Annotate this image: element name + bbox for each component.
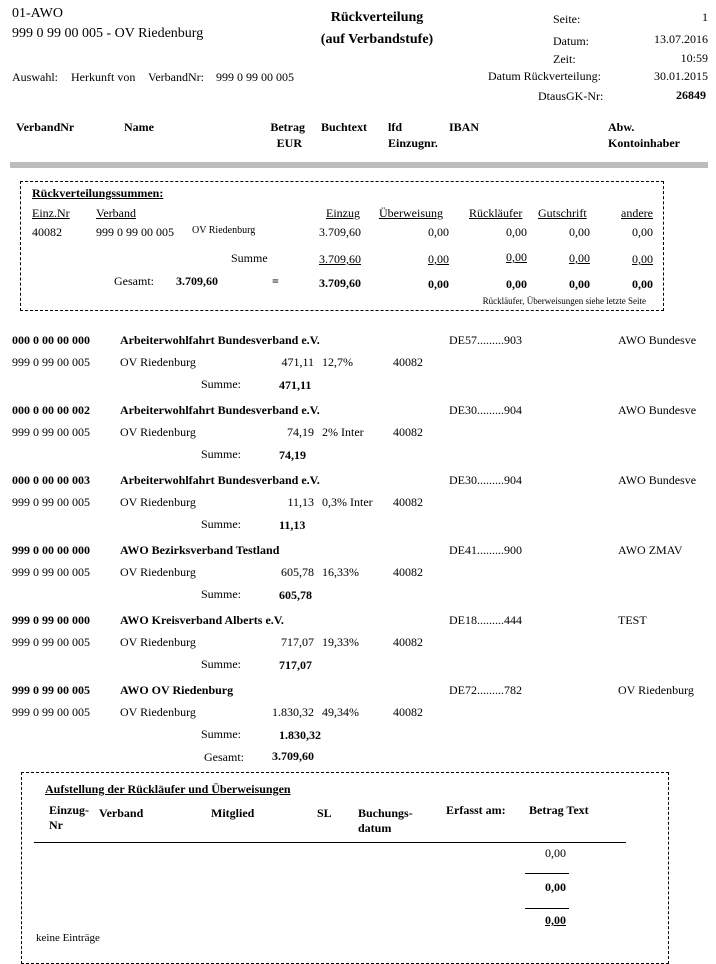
col-verbandnr: VerbandNr <box>16 120 75 134</box>
seite-value: 1 <box>702 10 708 24</box>
summary-gesamt-einzug: 3.709,60 <box>319 276 361 290</box>
grand-total-label: Gesamt: <box>204 750 244 764</box>
dtaus-label: DtausGK-Nr: <box>538 89 604 103</box>
summary-einz: 40082 <box>32 225 62 239</box>
report-code: 01-AWO <box>12 6 63 21</box>
entry-name: AWO Bezirksverband Testland <box>120 543 280 557</box>
grand-total-value: 3.709,60 <box>272 749 314 763</box>
verbandnr-label: VerbandNr: <box>148 70 204 84</box>
summary-h-ruecklaeufer: Rückläufer <box>469 206 523 220</box>
returns-value-1: 0,00 <box>545 846 566 860</box>
returns-h-nr: Nr <box>49 818 63 832</box>
entry-iban: DE57.........903 <box>449 333 522 347</box>
returns-value-2: 0,00 <box>545 880 566 894</box>
summary-h-einz: Einz.Nr <box>32 206 70 220</box>
entry-lfd: 40082 <box>393 635 423 649</box>
entry-buchtext: 19,33% <box>322 635 359 649</box>
entry-betrag: 1.830,32 <box>272 705 314 719</box>
returns-h-einzug: Einzug- <box>49 803 90 817</box>
entry-betrag: 74,19 <box>287 425 314 439</box>
summary-summe-andere: 0,00 <box>632 252 653 266</box>
entry-summe: 1.830,32 <box>279 728 321 742</box>
summary-summe-gutschrift: 0,00 <box>569 251 590 265</box>
summary-summe-ruecklaeufer: 0,00 <box>506 250 527 264</box>
entry-name: Arbeiterwohlfahrt Bundesverband e.V. <box>120 333 320 347</box>
entry-abw: AWO Bundesve <box>618 333 697 347</box>
col-buchtext: Buchtext <box>321 120 367 134</box>
summary-h-andere: andere <box>621 206 653 220</box>
summary-h-ueberweisung: Überweisung <box>379 206 443 220</box>
entry-sub-name: OV Riedenburg <box>120 705 196 719</box>
entry-summe: 605,78 <box>279 588 312 602</box>
entry-iban: DE41.........900 <box>449 543 522 557</box>
header-separator <box>10 162 708 168</box>
entry-name: Arbeiterwohlfahrt Bundesverband e.V. <box>120 403 320 417</box>
summary-gesamt-value: 3.709,60 <box>176 274 218 288</box>
returns-h-erfasst: Erfasst am: <box>446 803 506 817</box>
col-lfd: lfd <box>388 120 403 134</box>
organisation: 999 0 99 00 005 - OV Riedenburg <box>12 26 204 41</box>
summary-note: Rückläufer, Überweisungen siehe letzte Seite <box>482 296 646 306</box>
entry-abw: AWO ZMAV <box>618 543 683 557</box>
entry-sub-name: OV Riedenburg <box>120 425 196 439</box>
datum-rv-label: Datum Rückverteilung: <box>488 69 601 83</box>
returns-h-mitglied: Mitglied <box>211 806 255 820</box>
entry-buchtext: 2% Inter <box>322 425 364 439</box>
entry-name: AWO OV Riedenburg <box>120 683 234 697</box>
entry-summe: 74,19 <box>279 448 306 462</box>
returns-h-verband: Verband <box>99 806 144 820</box>
summary-equals: = <box>272 274 279 288</box>
returns-box <box>21 772 669 964</box>
entry-iban: DE30.........904 <box>449 403 522 417</box>
entry-nr: 999 0 00 00 000 <box>12 543 90 557</box>
col-abw: Abw. <box>608 120 635 134</box>
entry-sub-name: OV Riedenburg <box>120 635 196 649</box>
summary-einzug: 3.709,60 <box>319 225 361 239</box>
entry-summe: 11,13 <box>279 518 306 532</box>
entry-iban: DE18.........444 <box>449 613 522 627</box>
summary-h-einzug: Einzug <box>326 206 360 220</box>
summary-gesamt-label: Gesamt: <box>114 274 154 288</box>
returns-header-rule <box>34 842 626 843</box>
entry-iban: DE30.........904 <box>449 473 522 487</box>
entry-betrag: 471,11 <box>281 355 314 369</box>
entry-buchtext: 49,34% <box>322 705 359 719</box>
entry-abw: TEST <box>618 613 647 627</box>
report-title: Rückverteilung <box>330 10 424 25</box>
entry-summe-label: Summe: <box>201 517 242 531</box>
summary-verband-name: OV Riedenburg <box>192 225 256 236</box>
returns-rule-2 <box>525 908 569 909</box>
entry-lfd: 40082 <box>393 425 423 439</box>
summary-gutschrift: 0,00 <box>569 225 590 239</box>
entry-betrag: 717,07 <box>281 635 314 649</box>
datum-value: 13.07.2016 <box>654 32 708 46</box>
auswahl-label: Auswahl: <box>12 70 58 84</box>
summary-ueberweisung: 0,00 <box>428 225 449 239</box>
returns-value-3: 0,00 <box>545 913 566 927</box>
summary-h-verband: Verband <box>96 206 136 220</box>
entry-nr: 999 0 99 00 000 <box>12 613 90 627</box>
entry-sub-name: OV Riedenburg <box>120 355 196 369</box>
summary-summe-ueberweisung: 0,00 <box>428 252 449 266</box>
returns-h-betrag: Betrag Text <box>529 803 589 817</box>
entry-betrag: 11,13 <box>287 495 314 509</box>
entry-abw: OV Riedenburg <box>618 683 694 697</box>
entry-sub-nr: 999 0 99 00 005 <box>12 565 90 579</box>
report-subtitle: (auf Verbandstufe) <box>320 32 434 47</box>
entry-buchtext: 16,33% <box>322 565 359 579</box>
returns-h-sl: SL <box>317 806 332 820</box>
returns-h-datum: datum <box>358 821 392 835</box>
entry-nr: 999 0 99 00 005 <box>12 683 90 697</box>
entry-sub-nr: 999 0 99 00 005 <box>12 495 90 509</box>
entry-summe-label: Summe: <box>201 447 242 461</box>
col-einzugnr: Einzugnr. <box>388 136 438 150</box>
entry-lfd: 40082 <box>393 705 423 719</box>
entry-name: Arbeiterwohlfahrt Bundesverband e.V. <box>120 473 320 487</box>
entry-summe-label: Summe: <box>201 377 242 391</box>
entry-sub-nr: 999 0 99 00 005 <box>12 425 90 439</box>
summary-andere: 0,00 <box>632 225 653 239</box>
entry-nr: 000 0 00 00 003 <box>12 473 90 487</box>
entry-summe: 717,07 <box>279 658 312 672</box>
entry-lfd: 40082 <box>393 355 423 369</box>
entry-nr: 000 0 00 00 000 <box>12 333 90 347</box>
summary-gesamt-ruecklaeufer: 0,00 <box>506 277 527 291</box>
summary-gesamt-ueberweisung: 0,00 <box>428 277 449 291</box>
summary-verband: 999 0 99 00 005 <box>96 225 174 239</box>
entry-iban: DE72.........782 <box>449 683 522 697</box>
entry-buchtext: 0,3% Inter <box>322 495 373 509</box>
summary-ruecklaeufer: 0,00 <box>506 225 527 239</box>
seite-label: Seite: <box>553 12 581 26</box>
entry-abw: AWO Bundesve <box>618 473 697 487</box>
summary-summe-einzug: 3.709,60 <box>319 252 361 266</box>
summary-summe-label: Summe <box>231 251 268 265</box>
zeit-value: 10:59 <box>680 51 708 65</box>
entry-lfd: 40082 <box>393 565 423 579</box>
entry-lfd: 40082 <box>393 495 423 509</box>
entry-summe-label: Summe: <box>201 727 242 741</box>
entry-summe-label: Summe: <box>201 657 242 671</box>
entry-sub-nr: 999 0 99 00 005 <box>12 705 90 719</box>
datum-label: Datum: <box>553 34 589 48</box>
verbandnr-value: 999 0 99 00 005 <box>216 70 294 84</box>
returns-title: Aufstellung der Rückläufer und Überweisungen <box>45 782 291 796</box>
returns-h-buchungs: Buchungs- <box>358 806 413 820</box>
col-betrag: Betrag <box>270 120 305 134</box>
entry-sub-nr: 999 0 99 00 005 <box>12 635 90 649</box>
col-iban: IBAN <box>449 120 480 134</box>
summary-title: Rückverteilungssummen: <box>32 186 164 200</box>
summary-h-gutschrift: Gutschrift <box>538 206 587 220</box>
entry-sub-name: OV Riedenburg <box>120 565 196 579</box>
datum-rv-value: 30.01.2015 <box>654 69 708 83</box>
entry-betrag: 605,78 <box>281 565 314 579</box>
entry-summe: 471,11 <box>279 378 312 392</box>
entry-abw: AWO Bundesve <box>618 403 697 417</box>
summary-gesamt-gutschrift: 0,00 <box>569 277 590 291</box>
col-name: Name <box>124 120 154 134</box>
entry-nr: 000 0 00 00 002 <box>12 403 90 417</box>
entry-sub-name: OV Riedenburg <box>120 495 196 509</box>
returns-empty-text: keine Einträge <box>36 932 100 944</box>
zeit-label: Zeit: <box>553 52 576 66</box>
auswahl-text: Herkunft von <box>71 70 136 84</box>
dtaus-value: 26849 <box>676 88 706 102</box>
col-betrag-unit: EUR <box>276 136 302 150</box>
entry-summe-label: Summe: <box>201 587 242 601</box>
entry-sub-nr: 999 0 99 00 005 <box>12 355 90 369</box>
returns-rule-1 <box>525 873 569 874</box>
col-kontoinhaber: Kontoinhaber <box>608 136 681 150</box>
summary-gesamt-andere: 0,00 <box>632 277 653 291</box>
entry-buchtext: 12,7% <box>322 355 353 369</box>
entry-name: AWO Kreisverband Alberts e.V. <box>120 613 284 627</box>
